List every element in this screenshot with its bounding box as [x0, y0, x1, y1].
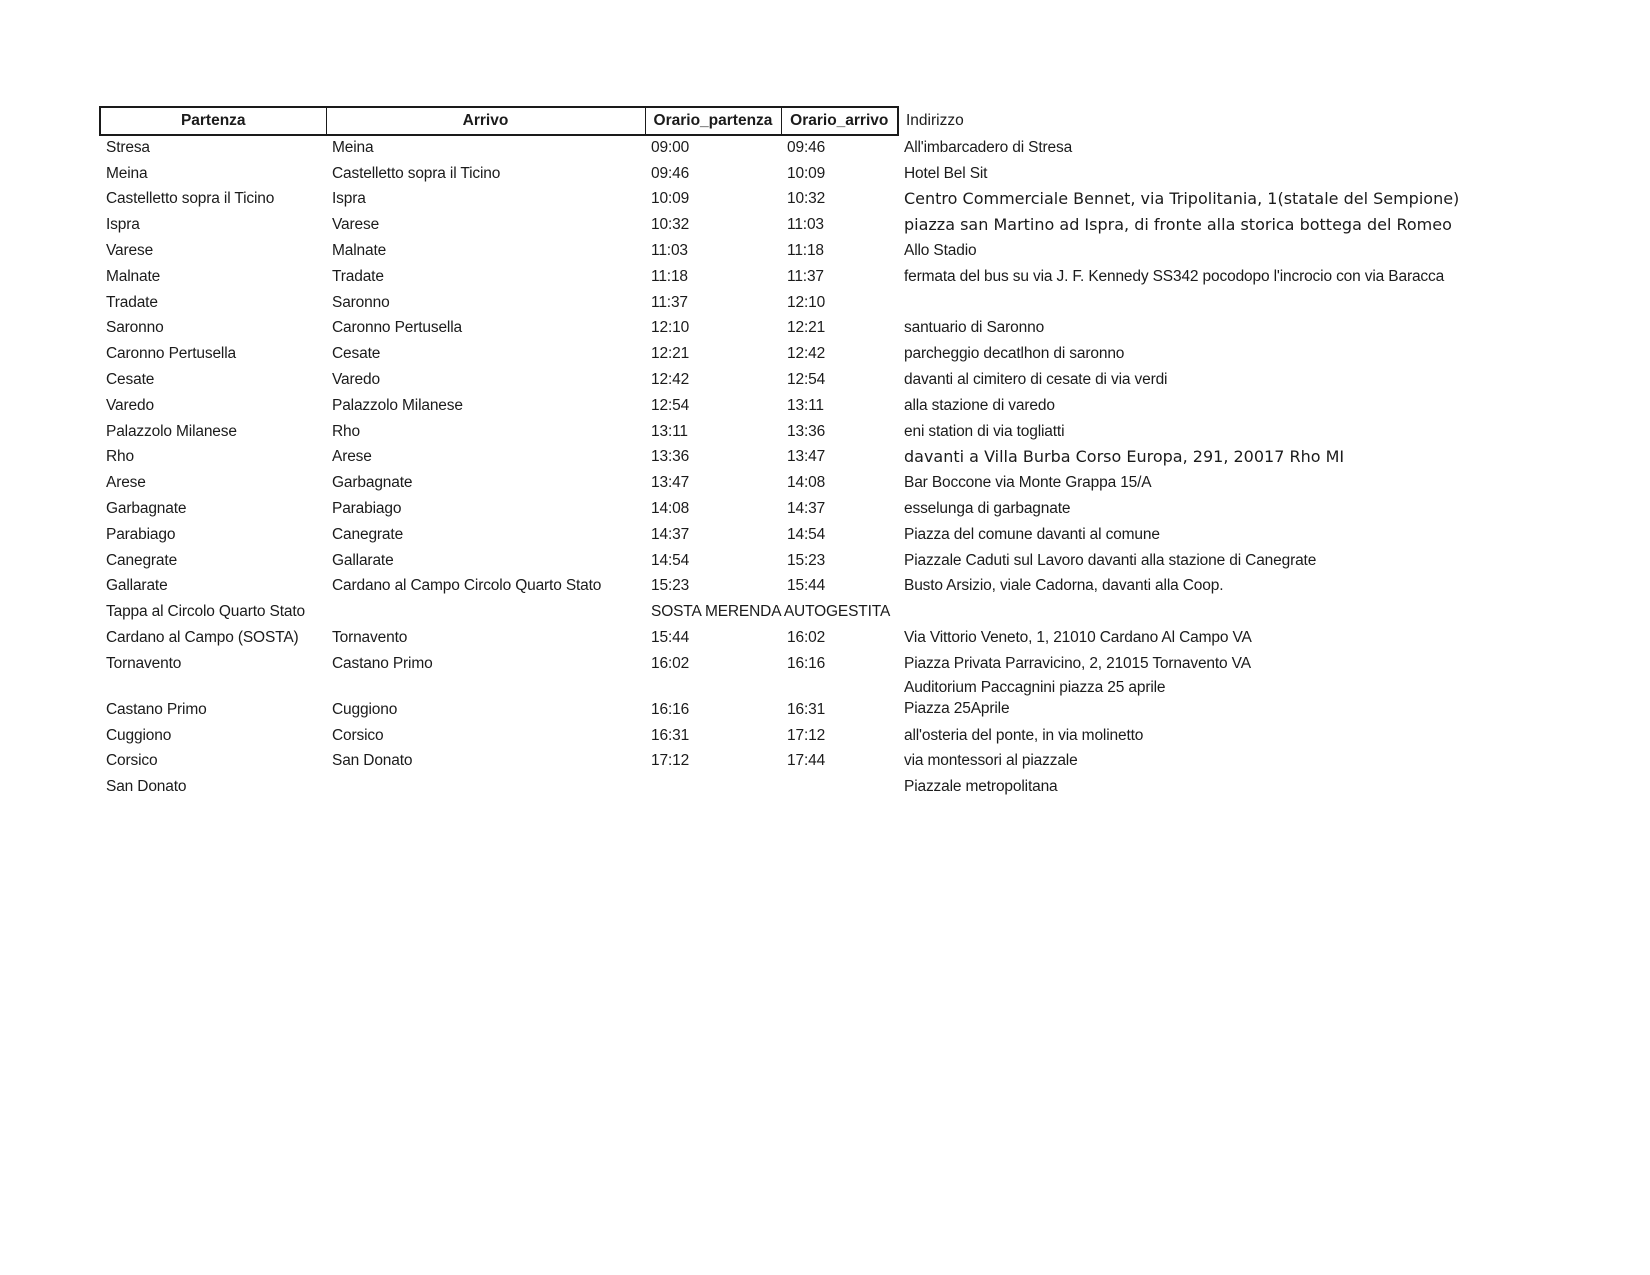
cell-orario-partenza: 11:37 [651, 293, 688, 311]
cell-indirizzo [898, 599, 1598, 625]
cell-orario-arrivo: 11:03 [787, 216, 824, 234]
cell-indirizzo-line: Auditorium Paccagnini piazza 25 aprile [904, 678, 1166, 696]
cell-orario-partenza: 09:00 [651, 138, 690, 156]
cell-arrivo [326, 599, 645, 625]
cell-arrivo: Corsico [332, 726, 384, 744]
cell-orario-partenza: 17:12 [651, 752, 690, 770]
cell-arrivo: Caronno Pertusella [332, 319, 462, 337]
cell-orario-arrivo: 12:42 [787, 345, 826, 363]
cell-partenza: Tornavento [106, 654, 182, 672]
cell-arrivo: San Donato [332, 752, 413, 770]
cell-arrivo: Palazzolo Milanese [332, 396, 463, 414]
cell-arrivo: Canegrate [332, 525, 404, 543]
cell-arrivo [326, 774, 645, 800]
header-partenza: Partenza [100, 107, 326, 135]
cell-arrivo: Castelletto sopra il Ticino [332, 164, 501, 182]
cell-indirizzo: Bar Boccone via Monte Grappa 15/A [904, 474, 1152, 492]
cell-orario-partenza: 12:42 [651, 370, 690, 388]
cell-orario-arrivo: 13:11 [787, 396, 824, 414]
cell-orario-partenza: 12:10 [651, 319, 690, 337]
cell-orario-arrivo [781, 774, 898, 800]
cell-orario-partenza: 11:03 [651, 241, 688, 259]
cell-indirizzo: fermata del bus su via J. F. Kennedy SS342 pocodopo l'incrocio con via Baracca [904, 267, 1445, 285]
cell-indirizzo: Centro Commerciale Bennet, via Tripolitania, 1(statale del Sempione) [904, 189, 1460, 209]
cell-orario-partenza: 16:31 [651, 726, 690, 744]
table-row [100, 238, 1598, 264]
cell-partenza: Meina [106, 164, 148, 182]
cell-indirizzo: Allo Stadio [904, 241, 977, 259]
table-body [100, 135, 1598, 800]
cell-partenza: Arese [106, 474, 146, 492]
table-row [100, 496, 1598, 522]
cell-indirizzo [898, 290, 1598, 316]
table-row [100, 419, 1598, 445]
cell-arrivo: Varedo [332, 370, 380, 388]
cell-orario-partenza: 15:44 [651, 628, 690, 646]
cell-indirizzo: davanti al cimitero di cesate di via verdi [904, 370, 1168, 388]
cell-partenza: Ispra [106, 216, 140, 234]
cell-orario-arrivo: 12:54 [787, 370, 826, 388]
header-indirizzo: Indirizzo [906, 112, 964, 129]
cell-indirizzo: eni station di via togliatti [904, 422, 1065, 440]
cell-indirizzo: Piazza Privata Parravicino, 2, 21015 Tornavento VA [904, 654, 1251, 672]
cell-orario-arrivo: 12:21 [787, 319, 826, 337]
header-orario-arrivo: Orario_arrivo [781, 107, 898, 135]
table-row [100, 522, 1598, 548]
cell-partenza: Rho [106, 448, 134, 466]
header-orario-partenza: Orario_partenza [645, 107, 781, 135]
cell-indirizzo: esselunga di garbagnate [904, 499, 1071, 517]
cell-partenza: Castelletto sopra il Ticino [106, 190, 275, 208]
cell-orario-arrivo: 15:23 [787, 551, 826, 569]
cell-orario-arrivo: 17:12 [787, 726, 826, 744]
cell-arrivo: Tornavento [332, 628, 408, 646]
cell-partenza: San Donato [106, 778, 187, 796]
table-row [100, 290, 1598, 316]
cell-orario-arrivo: 13:47 [787, 448, 826, 466]
table-row [100, 316, 1598, 342]
cell-orario-arrivo: 12:10 [787, 293, 826, 311]
table-row [100, 599, 1598, 625]
cell-orario-partenza: 10:09 [651, 190, 690, 208]
table-row [100, 393, 1598, 419]
table-row [100, 723, 1598, 749]
cell-partenza: Malnate [106, 267, 161, 285]
cell-arrivo: Castano Primo [332, 654, 433, 672]
table-row [100, 264, 1598, 290]
table-row [100, 625, 1598, 651]
cell-partenza: Canegrate [106, 551, 178, 569]
table-row [100, 548, 1598, 574]
cell-indirizzo: Piazza del comune davanti al comune [904, 525, 1160, 543]
cell-orario-arrivo: 16:16 [787, 654, 826, 672]
cell-orario-arrivo: 17:44 [787, 752, 826, 770]
cell-orario-partenza: 14:54 [651, 551, 690, 569]
cell-partenza: Corsico [106, 752, 158, 770]
table-row [100, 367, 1598, 393]
cell-orario-arrivo: 14:08 [787, 474, 826, 492]
cell-arrivo: Garbagnate [332, 474, 413, 492]
cell-orario-arrivo: 14:54 [787, 525, 826, 543]
cell-orario-span: SOSTA MERENDA AUTOGESTITA [651, 603, 891, 621]
table-row [100, 470, 1598, 496]
cell-arrivo: Arese [332, 448, 372, 466]
cell-arrivo: Rho [332, 422, 360, 440]
cell-partenza: Cesate [106, 370, 155, 388]
table-row [100, 187, 1598, 213]
cell-arrivo: Cuggiono [332, 700, 398, 718]
cell-orario-arrivo: 16:31 [787, 700, 826, 718]
cell-partenza: Palazzolo Milanese [106, 422, 237, 440]
cell-orario-arrivo: 16:02 [787, 628, 826, 646]
cell-orario-partenza [645, 774, 781, 800]
cell-orario-partenza: 13:47 [651, 474, 690, 492]
cell-orario-partenza: 14:37 [651, 525, 690, 543]
cell-orario-partenza: 15:23 [651, 577, 690, 595]
cell-orario-arrivo: 13:36 [787, 422, 826, 440]
cell-orario-arrivo: 11:18 [787, 241, 824, 259]
cell-orario-arrivo: 14:37 [787, 499, 826, 517]
cell-indirizzo: Busto Arsizio, viale Cadorna, davanti alla Coop. [904, 577, 1224, 595]
cell-arrivo: Malnate [332, 241, 387, 259]
cell-partenza: Gallarate [106, 577, 168, 595]
table-row [100, 651, 1598, 677]
cell-orario-arrivo: 15:44 [787, 577, 826, 595]
cell-arrivo: Cardano al Campo Circolo Quarto Stato [332, 577, 602, 595]
table-row [100, 677, 1598, 723]
cell-partenza: Parabiago [106, 525, 176, 543]
cell-partenza: Cuggiono [106, 726, 172, 744]
cell-orario-partenza: 13:36 [651, 448, 690, 466]
header-arrivo: Arrivo [326, 107, 645, 135]
cell-partenza: Garbagnate [106, 499, 187, 517]
cell-orario-arrivo: 10:32 [787, 190, 826, 208]
table-row [100, 135, 1598, 161]
table-row [100, 574, 1598, 600]
table-row [100, 161, 1598, 187]
cell-indirizzo: Hotel Bel Sit [904, 164, 988, 182]
cell-indirizzo-line: Piazza 25Aprile [904, 699, 1010, 717]
cell-orario-arrivo: 10:09 [787, 164, 826, 182]
cell-partenza: Tradate [106, 293, 158, 311]
cell-indirizzo: Via Vittorio Veneto, 1, 21010 Cardano Al Campo VA [904, 628, 1252, 646]
cell-partenza: Varedo [106, 396, 154, 414]
cell-orario-partenza: 12:21 [651, 345, 690, 363]
cell-orario-arrivo: 11:37 [787, 267, 824, 285]
cell-arrivo: Cesate [332, 345, 381, 363]
cell-indirizzo: davanti a Villa Burba Corso Europa, 291, 20017 Rho MI [904, 447, 1345, 467]
cell-indirizzo: santuario di Saronno [904, 319, 1045, 337]
cell-indirizzo: piazza san Martino ad Ispra, di fronte alla storica bottega del Romeo [904, 215, 1452, 235]
cell-arrivo: Parabiago [332, 499, 402, 517]
cell-orario-partenza: 11:18 [651, 267, 688, 285]
cell-partenza: Varese [106, 241, 154, 259]
cell-indirizzo: parcheggio decatlhon di saronno [904, 345, 1125, 363]
cell-arrivo: Varese [332, 216, 380, 234]
cell-arrivo: Ispra [332, 190, 366, 208]
cell-indirizzo [898, 677, 1598, 723]
cell-arrivo: Tradate [332, 267, 384, 285]
cell-partenza: Stresa [106, 138, 150, 156]
cell-partenza: Cardano al Campo (SOSTA) [106, 628, 299, 646]
table-row [100, 212, 1598, 238]
table-row [100, 341, 1598, 367]
cell-partenza: Saronno [106, 319, 164, 337]
cell-orario-partenza: 13:11 [651, 422, 688, 440]
cell-orario-partenza: 16:02 [651, 654, 690, 672]
cell-orario-arrivo: 09:46 [787, 138, 826, 156]
cell-indirizzo: Piazzale Caduti sul Lavoro davanti alla stazione di Canegrate [904, 551, 1317, 569]
cell-indirizzo: via montessori al piazzale [904, 752, 1078, 770]
table-row [100, 774, 1598, 800]
cell-partenza: Tappa al Circolo Quarto Stato [106, 603, 305, 621]
cell-arrivo: Saronno [332, 293, 390, 311]
itinerary-sheet [99, 106, 1598, 800]
cell-arrivo: Meina [332, 138, 374, 156]
cell-orario-partenza: 10:32 [651, 216, 690, 234]
cell-orario-partenza: 12:54 [651, 396, 690, 414]
cell-arrivo: Gallarate [332, 551, 394, 569]
table-row [100, 445, 1598, 471]
cell-indirizzo: Piazzale metropolitana [904, 778, 1058, 796]
header-row [100, 107, 1598, 135]
cell-orario-partenza: 09:46 [651, 164, 690, 182]
cell-partenza: Caronno Pertusella [106, 345, 236, 363]
cell-partenza: Castano Primo [106, 700, 207, 718]
table-row [100, 749, 1598, 775]
cell-indirizzo: all'osteria del ponte, in via molinetto [904, 726, 1144, 744]
cell-indirizzo: All'imbarcadero di Stresa [904, 138, 1073, 156]
itinerary-table [99, 106, 1598, 800]
cell-orario-partenza: 14:08 [651, 499, 690, 517]
cell-orario-partenza: 16:16 [651, 700, 690, 718]
cell-indirizzo: alla stazione di varedo [904, 396, 1055, 414]
